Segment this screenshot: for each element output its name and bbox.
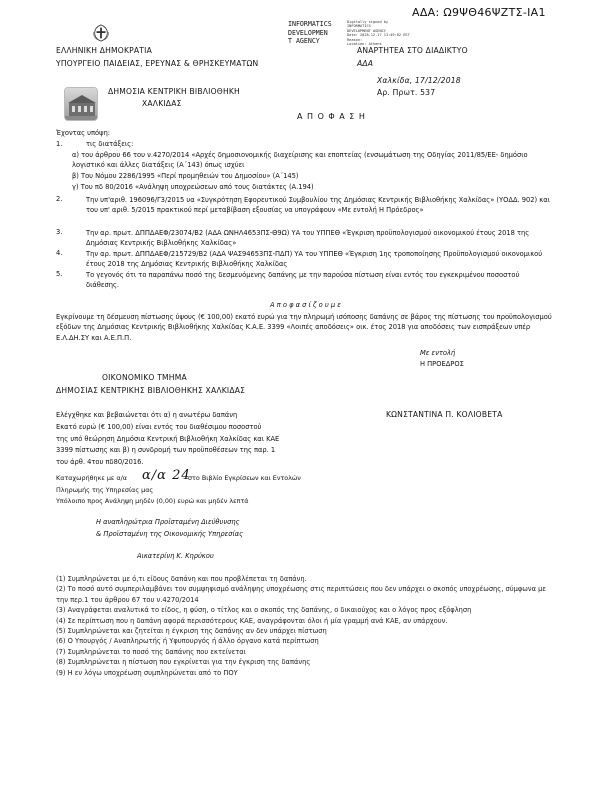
protocol-number: Αρ. Πρωτ. 537 bbox=[377, 88, 436, 97]
registered-number: α/α 24 bbox=[142, 468, 191, 483]
state-name: ΕΛΛΗΝΙΚΗ ΔΗΜΟΚΡΑΤΙΑ bbox=[56, 46, 152, 55]
stamp-meta-line: Location: Athens bbox=[347, 42, 382, 47]
item-text: Την αρ. πρωτ. ΔΠΠΔΑΕΦ/23074/Β2 (ΑΔΑ ΩΝΗΛ4653ΠΣ-Θ9Ω) ΥΑ του ΥΠΠΕΘ «Έγκριση προϋπολογισμού οικονομικού έτους 2018 της Δημόσιας Κεντρικής Βιβλιοθήκης Χαλκίδας» bbox=[86, 229, 530, 248]
ada-code: ΑΔΑ: Ω9ΨΘ46ΨΖΤΣ-ΙΑ1 bbox=[412, 6, 546, 19]
item-number: 2. bbox=[56, 195, 63, 203]
deputy-title-line2: & Προϊσταμένη της Οικονομικής Υπηρεσίας bbox=[96, 530, 244, 538]
decide-heading: Α π ο φ α σ ί ζ ο υ μ ε bbox=[270, 301, 341, 309]
footnote: (9) Η εν λόγω υποχρέωση συμπληρώνεται από το ΠΟΥ bbox=[56, 668, 238, 677]
stamp-title-line: INFORMATICS bbox=[288, 20, 332, 28]
footnotes bbox=[56, 574, 556, 678]
by-order-label: Με εντολή bbox=[420, 349, 456, 357]
deputy-name: Αικατερίνη Κ. Κηρύκου bbox=[137, 552, 214, 560]
item-number: 1. bbox=[56, 140, 63, 148]
footnote: (1) Συμπληρώνεται με ό,τι είδους δαπάνη και που προβλέπεται τη δαπάνη. bbox=[56, 575, 307, 583]
item-text: β) Του Νόμου 2286/1995 «Περί προμηθειών του Δημοσίου» (Α΄145) bbox=[72, 172, 299, 180]
finance-dept-line1: ΟΙΚΟΝΟΜΙΚΟ ΤΜΗΜΑ bbox=[102, 373, 187, 382]
footnote: (7) Συμπληρώνεται το ποσό της δαπάνης που εκτείνεται bbox=[56, 647, 246, 656]
service-line: Πληρωμής της Υπηρεσίας μας bbox=[56, 486, 154, 494]
signature-stamp-title bbox=[288, 20, 332, 46]
library-name-line1: ΔΗΜΟΣΙΑ ΚΕΝΤΡΙΚΗ ΒΙΒΛΙΟΘΗΚΗ bbox=[108, 87, 240, 96]
considering-intro: Έχοντας υπόψη: bbox=[56, 129, 111, 137]
library-building-image bbox=[64, 87, 98, 121]
greek-emblem-icon bbox=[92, 24, 110, 42]
library-name-line2: ΧΑΛΚΙΔΑΣ bbox=[142, 99, 182, 108]
footnote: (4) Σε περίπτωση που η δαπάνη αφορά περισσότερους ΚΑΕ, αναγράφονται όλοι ή μία γραμμή ανά ΚΑΕ, αν υπάρχουν. bbox=[56, 616, 448, 625]
stamp-title-line: DEVELOPMEN bbox=[288, 28, 328, 37]
verification-line: Ελέγχθηκε και βεβαιώνεται ότι α) η ανωτέρω δαπάνη bbox=[56, 411, 238, 419]
item-number: 4. bbox=[56, 249, 63, 257]
ministry-name: ΥΠΟΥΡΓΕΙΟ ΠΑΙΔΕΙΑΣ, ΕΡΕΥΝΑΣ & ΘΡΗΣΚΕΥΜΑΤΩΝ bbox=[56, 59, 259, 68]
stamp-meta-line: Digitally signed by bbox=[347, 20, 389, 24]
place-date: Χαλκίδα, 17/12/2018 bbox=[377, 76, 461, 85]
stamp-title-line: T AGENCY bbox=[288, 37, 320, 46]
item-text: τις διατάξεις: bbox=[86, 140, 134, 148]
footnote: (5) Συμπληρώνεται και ζητείται η έγκριση της δαπάνης αν δεν υπάρχει πίστωση bbox=[56, 627, 327, 636]
verification-line: Εκατό ευρώ (€ 100,00) είναι εντός του διαθέσιμου ποσοστού bbox=[56, 422, 262, 431]
item-number: 3. bbox=[56, 228, 63, 236]
stamp-meta-line: Date: 2018.12.17 13:49:02 EET bbox=[347, 33, 410, 38]
footnote: (8) Συμπληρώνεται η πίστωση που εγκρίνεται για την έγκριση της δαπάνης bbox=[56, 658, 311, 667]
decide-text: Εγκρίνουμε τη δέσμευση πίστωσης ύψους (€ 100,00) εκατό ευρώ για την πληρωμή ισόποσης δαπάνης σε βάρος της πίστωσης του προϋπολογισμού εξόδων της Δημόσιας Κεντρικής Βιβλιοθήκης Χαλκίδας Κ.Α.Ε. 3399 «Λοιπές αποδόσεις» οικ. έτος 2018 για αποδόσεις των εισπράξεων υπέρ Ε.Λ.ΔΗ.ΣΥ και Α.Ε.Π.Π. bbox=[56, 313, 552, 342]
finance-dept-line2: ΔΗΜΟΣΙΑΣ ΚΕΝΤΡΙΚΗΣ ΒΙΒΛΙΟΘΗΚΗΣ ΧΑΛΚΙΔΑΣ bbox=[56, 386, 246, 395]
verification-line: 3399 πίστωσης και β) η συνδρομή των προϋποθέσεων της παρ. 1 bbox=[56, 446, 276, 455]
item-text: α) του άρθρου 66 του ν.4270/2014 «Αρχές δημοσιονομικής διαχείρισης και εποπτείας (ενσωμάτωση της Οδηγίας 2011/85/ΕΕ- δημόσιο λογιστικό και άλλες διατάξεις (Α΄143) όπως ισχύει bbox=[72, 151, 528, 170]
internet-notice: ΑΝΑΡΤΗΤΕΑ ΣΤΟ ΔΙΑΔΙΚΤΥΟ bbox=[357, 46, 468, 55]
decision-title: Α Π Ο Φ Α Σ Η bbox=[297, 112, 366, 121]
president-title: Η ΠΡΟΕΔΡΟΣ bbox=[420, 360, 464, 368]
verification-line: της υπό θεώρηση Δημόσια Κεντρική Βιβλιοθήκη Χαλκίδας και ΚΑΕ bbox=[56, 434, 280, 443]
president-name: ΚΩΝΣΤΑΝΤΙΝΑ Π. ΚΟΛΙΟΒΕΤΑ bbox=[386, 410, 503, 419]
footnote: (3) Αναγράφεται αναλυτικά το είδος, η φύση, ο τίτλος και ο σκοπός της δαπάνης, ο δικαιούχος και ο λόγος προς εξόφληση bbox=[56, 606, 472, 615]
footnote: (6) Ο Υπουργός / Αναπληρωτής ή Υφυπουργός ή άλλο όργανο κατά περίπτωση bbox=[56, 637, 319, 646]
item-number: 5. bbox=[56, 270, 63, 278]
stamp-meta-line: Reason: bbox=[347, 37, 363, 42]
footnote: (2) Το ποσό αυτό συμπεριλαμβάνει τον συμψηφισμό ανάληψης υποχρέωσης στις περιπτώσεις που δεν υπάρχει ο σκοπός υποχρέωσης, σύμφωνα με την περ.1 του άρθρου 67 του ν.4270/2014 bbox=[56, 585, 546, 604]
registered-prefix: Καταχωρήθηκε με α/α bbox=[56, 474, 127, 482]
registered-line bbox=[56, 474, 127, 482]
item-text: Το γεγονός ότι το παραπάνω ποσό της δεσμευόμενης δαπάνης με την παρούσα πίστωση είναι εντός του εγκεκριμένου ποσοστού διάθεσης. bbox=[86, 271, 520, 290]
item-text: Την αρ. πρωτ. ΔΠΠΔΑΕΦ/215729/Β2 (ΑΔΑ ΨΑΣ94653ΠΣ-ΠΔΠ) ΥΑ του ΥΠΠΕΘ «Έγκριση 1ης τροποποίησης Προϋπολογισμού οικονομικού έτους 2018 της Δημόσιας Κεντρικής Βιβλιοθήκης Χαλκίδας bbox=[86, 250, 543, 269]
stamp-meta-line: INFORMATICS bbox=[347, 24, 371, 29]
registered-suffix: στο Βιβλίο Εγκρίσεων και Εντολών bbox=[188, 474, 301, 482]
balance-line: Υπόλοιπο προς Ανάληψη μηδέν (0,00) ευρώ και μηδέν λεπτά bbox=[56, 497, 249, 505]
item-text: γ) Του πδ 80/2016 «Ανάληψη υποχρεώσεων από τους διατάκτες (Α.194) bbox=[72, 183, 314, 191]
verification-line: του άρθ. 4του πδ80/2016. bbox=[56, 458, 144, 467]
verification-block bbox=[56, 410, 306, 469]
stamp-meta-line: DEVELOPMENT AGENCY bbox=[347, 28, 386, 33]
deputy-title-line1: Η αναπληρώτρια Προϊσταμένη Διεύθυνσης bbox=[96, 518, 240, 526]
ada-label: ΑΔΑ bbox=[357, 59, 374, 68]
item-text: Την υπ'αριθ. 196096/Γ3/2015 υα «Συγκρότηση Εφορευτικού Συμβουλίου της Δημόσιας Κεντρικής Βιβλιοθήκης Χαλκίδας» (ΥΟΔΔ. 902) και του υπ' αριθ. 5/2015 πρακτικού περί μεταβίβαση εξουσίας να υπογράφουν «Με εντολή Η Πρόεδρος» bbox=[86, 196, 550, 215]
signature-stamp-meta bbox=[347, 20, 410, 46]
